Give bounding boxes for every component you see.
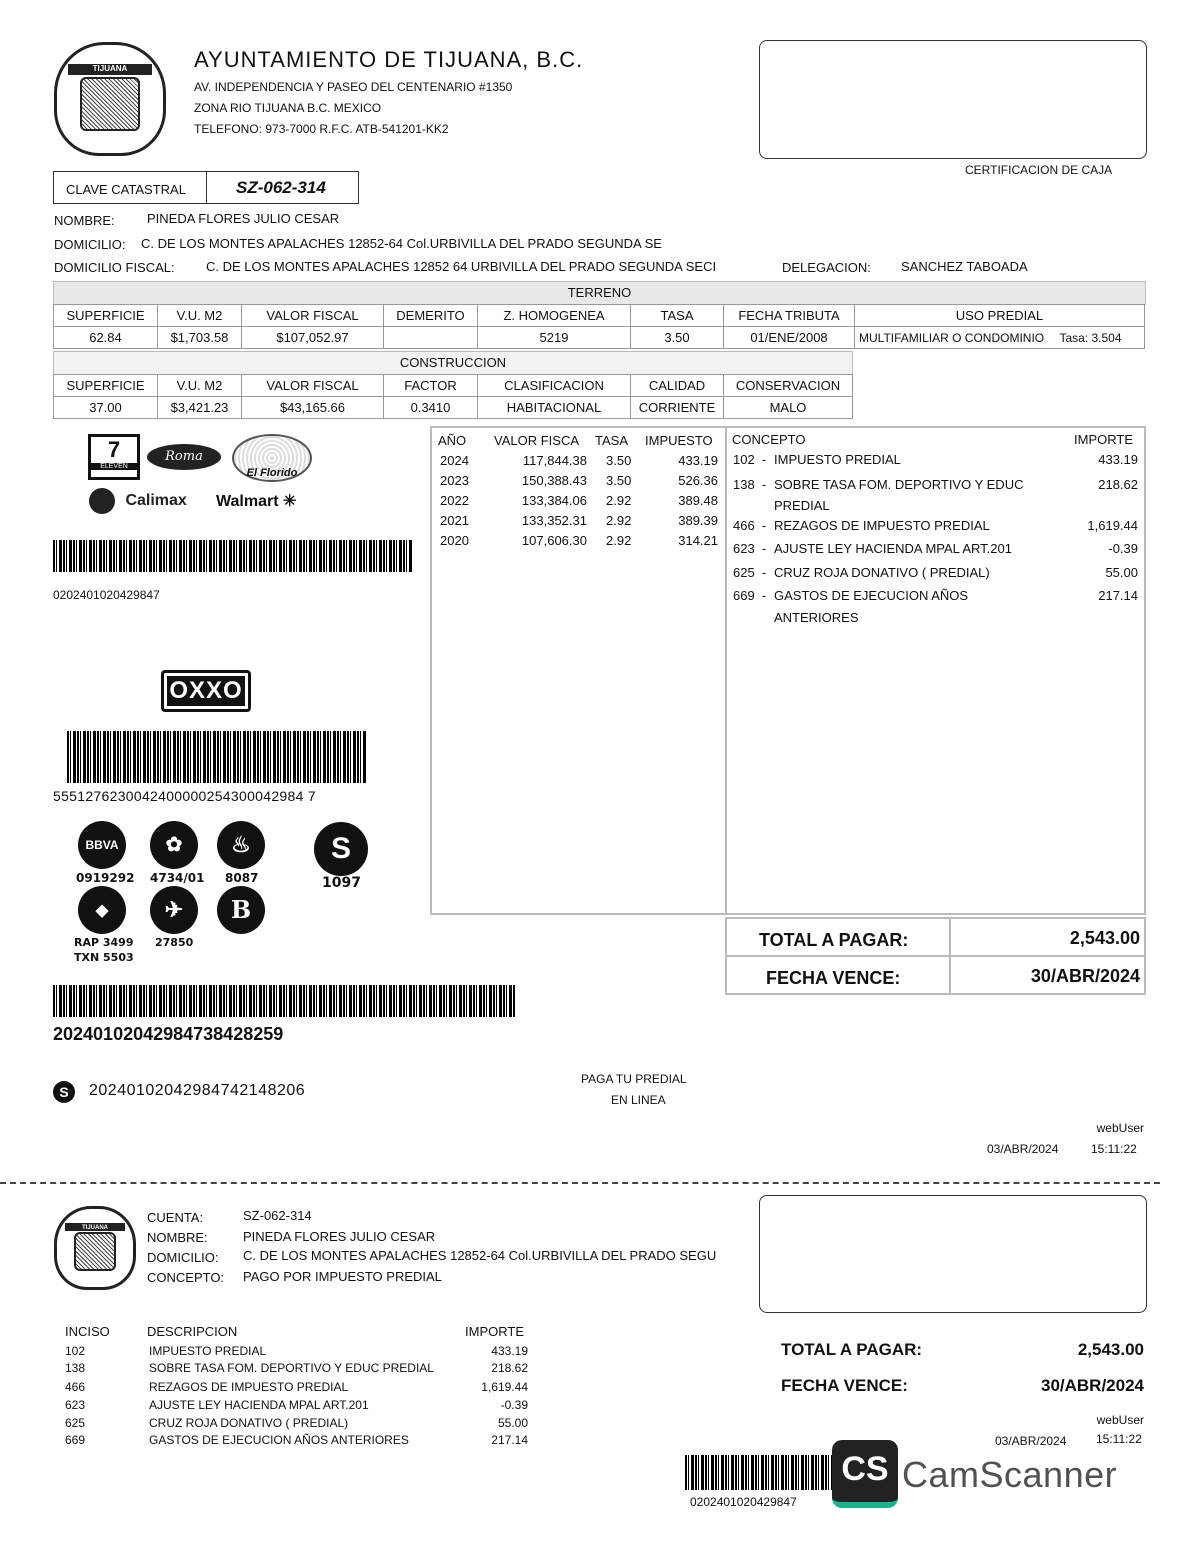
history-year: 2021 bbox=[440, 513, 469, 528]
phone-rfc-line: TELEFONO: 973-7000 R.F.C. ATB-541201-KK2 bbox=[194, 122, 449, 136]
terreno-cell: 5219 bbox=[478, 327, 631, 349]
stub-cuenta-label: CUENTA: bbox=[147, 1210, 204, 1225]
concept-code: 466 bbox=[733, 518, 755, 533]
uso-tasa-value: Tasa: 3.504 bbox=[1059, 330, 1122, 345]
concept-desc: SOBRE TASA FOM. DEPORTIVO Y EDUC bbox=[774, 477, 1024, 492]
history-tax: 389.39 bbox=[678, 513, 718, 528]
cert-label: CERTIFICACION DE CAJA bbox=[965, 163, 1113, 177]
stub-row-amount: 218.62 bbox=[491, 1361, 528, 1375]
santander-code: 8087 bbox=[225, 871, 259, 885]
seal-band-small: TIJUANA bbox=[65, 1223, 126, 1231]
concept-desc: CRUZ ROJA DONATIVO ( PREDIAL) bbox=[774, 565, 990, 580]
construccion-header: CONSERVACION bbox=[724, 375, 853, 397]
walmart-text: Walmart bbox=[216, 493, 279, 510]
concept-amount: -0.39 bbox=[1108, 541, 1138, 556]
scotia-reference: 20240102042984742148206 bbox=[89, 1082, 306, 1099]
history-rate: 2.92 bbox=[606, 533, 632, 548]
stub-row-amount: 55.00 bbox=[497, 1416, 528, 1430]
history-tax: 526.36 bbox=[678, 473, 718, 488]
stub-due-date-label: FECHA VENCE: bbox=[781, 1376, 908, 1395]
address-line-1: AV. INDEPENDENCIA Y PASEO DEL CENTENARIO #1350 bbox=[194, 80, 513, 94]
terreno-section-label: TERRENO bbox=[53, 281, 1146, 305]
construccion-header: SUPERFICIE bbox=[54, 375, 158, 397]
clave-label: CLAVE CATASTRAL bbox=[66, 182, 186, 197]
web-user-label: webUser bbox=[1096, 1121, 1144, 1135]
construccion-cell: HABITACIONAL bbox=[478, 397, 631, 419]
bbva-code: 0919292 bbox=[76, 871, 135, 885]
history-value: 150,388.43 bbox=[521, 473, 587, 488]
scotiabank-logo: S bbox=[314, 822, 368, 876]
construccion-section-label: CONSTRUCCION bbox=[53, 351, 853, 375]
history-value: 133,352.31 bbox=[521, 513, 587, 528]
history-rate: 2.92 bbox=[606, 513, 632, 528]
concept-dash: - bbox=[762, 565, 767, 580]
stub-row-desc: REZAGOS DE IMPUESTO PREDIAL bbox=[149, 1380, 349, 1394]
santander-logo: ♨ bbox=[217, 821, 265, 869]
construccion-cell: CORRIENTE bbox=[631, 397, 724, 419]
calimax-text: Calimax bbox=[125, 492, 187, 509]
total-label: TOTAL A PAGAR: bbox=[759, 930, 909, 950]
concept-dash: - bbox=[762, 518, 767, 533]
banorte-code: 27850 bbox=[155, 936, 194, 949]
seal-shield-small bbox=[74, 1232, 117, 1271]
clave-catastral-box bbox=[53, 171, 359, 204]
terreno-cell: 01/ENE/2008 bbox=[724, 327, 855, 349]
stub-row-inciso: 623 bbox=[65, 1398, 86, 1412]
banamex-logo: ✿ bbox=[150, 821, 198, 869]
stub-concepto-label: CONCEPTO: bbox=[147, 1270, 225, 1285]
barcode-stores-number: 0202401020429847 bbox=[53, 588, 160, 602]
history-rate: 2.92 bbox=[606, 493, 632, 508]
terreno-header: DEMERITO bbox=[384, 305, 478, 327]
history-tax: 314.21 bbox=[678, 533, 718, 548]
nombre-label: NOMBRE: bbox=[54, 213, 115, 228]
concept-code: 102 bbox=[733, 452, 755, 467]
concept-desc: IMPUESTO PREDIAL bbox=[774, 452, 901, 467]
concept-desc: GASTOS DE EJECUCION AÑOS bbox=[774, 588, 969, 603]
stub-row-desc: AJUSTE LEY HACIENDA MPAL ART.201 bbox=[149, 1398, 369, 1412]
stub-certification-box bbox=[759, 1195, 1147, 1313]
history-value: 133,384.06 bbox=[521, 493, 587, 508]
stub-stamp-time: 15:11:22 bbox=[1096, 1432, 1142, 1446]
calimax-icon bbox=[89, 488, 115, 514]
stub-domicilio-value: C. DE LOS MONTES APALACHES 12852-64 Col.URBIVILLA DEL PRADO SEGU bbox=[243, 1248, 717, 1263]
history-rate: 3.50 bbox=[606, 473, 632, 488]
barcode-banks-number: 20240102042984738428259 bbox=[53, 1024, 284, 1044]
stub-stamp-date: 03/ABR/2024 bbox=[995, 1434, 1067, 1448]
history-rate: 3.50 bbox=[606, 453, 632, 468]
construccion-cell: $43,165.66 bbox=[242, 397, 384, 419]
scotia-small-icon: S bbox=[53, 1081, 75, 1103]
municipality-title: AYUNTAMIENTO DE TIJUANA, B.C. bbox=[194, 47, 584, 72]
barcode-banks bbox=[53, 985, 515, 1017]
total-value: 2,543.00 bbox=[1069, 928, 1140, 948]
stub-row-inciso: 138 bbox=[65, 1361, 86, 1375]
domicilio-label: DOMICILIO: bbox=[54, 237, 126, 252]
history-year: 2022 bbox=[440, 493, 469, 508]
terreno-header: V.U. M2 bbox=[158, 305, 242, 327]
stub-cuenta-value: SZ-062-314 bbox=[243, 1208, 312, 1223]
nombre-value: PINEDA FLORES JULIO CESAR bbox=[147, 211, 340, 226]
totals-hdivider bbox=[727, 955, 1144, 957]
hsbc-code: RAP 3499 bbox=[74, 936, 134, 949]
concepts-importe-header: IMPORTE bbox=[1074, 432, 1133, 447]
concept-dash: - bbox=[762, 477, 767, 492]
concept-dash: - bbox=[762, 452, 767, 467]
scotiabank-code: 1097 bbox=[322, 875, 361, 891]
walmart-logo bbox=[216, 491, 296, 511]
pay-online-line2: EN LINEA bbox=[611, 1093, 666, 1107]
history-year: 2020 bbox=[440, 533, 469, 548]
roma-logo: Roma bbox=[147, 444, 221, 470]
pay-online-line1: PAGA TU PREDIAL bbox=[581, 1072, 687, 1086]
oxxo-text: OXXO bbox=[167, 676, 245, 706]
stub-row-inciso: 102 bbox=[65, 1344, 86, 1358]
tijuana-seal-logo-small bbox=[54, 1206, 136, 1290]
stub-total-label: TOTAL A PAGAR: bbox=[781, 1340, 923, 1359]
banorte-logo: ✈ bbox=[150, 886, 198, 934]
construccion-cell: $3,421.23 bbox=[158, 397, 242, 419]
terreno-header: FECHA TRIBUTA bbox=[724, 305, 855, 327]
banamex-code: 4734/01 bbox=[150, 871, 205, 885]
calimax-logo bbox=[89, 488, 187, 514]
seal-band: TIJUANA bbox=[68, 64, 153, 75]
stub-header-inciso: INCISO bbox=[65, 1324, 110, 1339]
cash-certification-box bbox=[759, 40, 1147, 159]
history-header-year: AÑO bbox=[438, 433, 467, 448]
concept-code: 625 bbox=[733, 565, 755, 580]
history-value: 117,844.38 bbox=[522, 453, 587, 468]
seven-eleven-logo bbox=[88, 434, 140, 480]
hsbc-txn: TXN 5503 bbox=[74, 951, 134, 964]
stub-row-inciso: 625 bbox=[65, 1416, 86, 1430]
stub-row-desc: SOBRE TASA FOM. DEPORTIVO Y EDUC PREDIAL bbox=[149, 1361, 434, 1375]
fiscal-label: DOMICILIO FISCAL: bbox=[54, 260, 175, 275]
uso-predial-value: MULTIFAMILIAR O CONDOMINIO bbox=[859, 330, 1045, 345]
terreno-cell bbox=[384, 327, 478, 349]
stamp-date: 03/ABR/2024 bbox=[987, 1142, 1059, 1156]
stub-concepto-value: PAGO POR IMPUESTO PREDIAL bbox=[243, 1269, 442, 1284]
history-year: 2023 bbox=[440, 473, 469, 488]
terreno-cell: $1,703.58 bbox=[158, 327, 242, 349]
domicilio-value: C. DE LOS MONTES APALACHES 12852-64 Col.URBIVILLA DEL PRADO SEGUNDA SE bbox=[141, 236, 662, 251]
tijuana-seal-logo bbox=[54, 42, 166, 156]
history-header-rate: TASA bbox=[595, 433, 628, 448]
concept-desc-continued: ANTERIORES bbox=[774, 610, 859, 625]
stub-row-inciso: 466 bbox=[65, 1380, 86, 1394]
concept-amount: 217.14 bbox=[1098, 588, 1138, 603]
terreno-header: USO PREDIAL bbox=[855, 305, 1145, 327]
stub-row-amount: 217.14 bbox=[491, 1433, 528, 1447]
concept-dash: - bbox=[762, 588, 767, 603]
concept-desc-continued: PREDIAL bbox=[774, 498, 830, 513]
stub-web-user: webUser bbox=[1096, 1413, 1144, 1427]
clave-value: SZ-062-314 bbox=[236, 178, 326, 197]
concept-amount: 55.00 bbox=[1105, 565, 1138, 580]
construccion-header: FACTOR bbox=[384, 375, 478, 397]
barcode-oxxo bbox=[67, 731, 367, 783]
stub-header-descripcion: DESCRIPCION bbox=[147, 1324, 238, 1339]
construccion-header: CLASIFICACION bbox=[478, 375, 631, 397]
hsbc-logo: ⬥ bbox=[78, 886, 126, 934]
camscanner-logo-icon: CS bbox=[832, 1440, 898, 1508]
concept-amount: 1,619.44 bbox=[1087, 518, 1138, 533]
construccion-cell: 0.3410 bbox=[384, 397, 478, 419]
clave-divider bbox=[206, 172, 207, 203]
oxxo-logo bbox=[161, 670, 251, 712]
delegacion-value: SANCHEZ TABOADA bbox=[901, 259, 1028, 274]
construccion-cell: MALO bbox=[724, 397, 853, 419]
barcode-stores bbox=[53, 540, 413, 572]
el-florido-logo: El Florido bbox=[232, 434, 312, 482]
totals-box bbox=[725, 917, 1146, 995]
seal-shield bbox=[80, 77, 139, 131]
terreno-cell: 62.84 bbox=[54, 327, 158, 349]
seven-eleven-number: 7 bbox=[107, 437, 121, 462]
terreno-header: VALOR FISCAL bbox=[242, 305, 384, 327]
stub-row-amount: 1,619.44 bbox=[481, 1380, 528, 1394]
terreno-table bbox=[53, 304, 1145, 349]
stub-nombre-label: NOMBRE: bbox=[147, 1230, 208, 1245]
history-tax: 389.48 bbox=[678, 493, 718, 508]
seven-eleven-sub: ELEVEN bbox=[91, 463, 137, 470]
stub-total-value: 2,543.00 bbox=[1077, 1340, 1144, 1359]
concepts-header: CONCEPTO bbox=[732, 432, 806, 447]
delegacion-label: DELEGACION: bbox=[782, 260, 871, 275]
concept-amount: 433.19 bbox=[1098, 452, 1138, 467]
concept-dash: - bbox=[762, 541, 767, 556]
stub-row-desc: GASTOS DE EJECUCION AÑOS ANTERIORES bbox=[149, 1433, 409, 1447]
concept-code: 623 bbox=[733, 541, 755, 556]
concept-desc: REZAGOS DE IMPUESTO PREDIAL bbox=[774, 518, 990, 533]
due-date-label: FECHA VENCE: bbox=[766, 968, 901, 988]
due-date-value: 30/ABR/2024 bbox=[1030, 966, 1140, 986]
fiscal-value: C. DE LOS MONTES APALACHES 12852 64 URBIVILLA DEL PRADO SEGUNDA SECI bbox=[206, 259, 717, 274]
construccion-cell: 37.00 bbox=[54, 397, 158, 419]
stub-barcode-number: 0202401020429847 bbox=[690, 1495, 797, 1509]
history-header-tax: IMPUESTO bbox=[645, 433, 713, 448]
terreno-header: Z. HOMOGENEA bbox=[478, 305, 631, 327]
construccion-header: V.U. M2 bbox=[158, 375, 242, 397]
camscanner-text: CamScanner bbox=[902, 1454, 1118, 1495]
construccion-table bbox=[53, 374, 853, 419]
stub-header-importe: IMPORTE bbox=[465, 1324, 524, 1339]
stub-row-desc: CRUZ ROJA DONATIVO ( PREDIAL) bbox=[149, 1416, 349, 1430]
bbva-logo: BBVA bbox=[78, 821, 126, 869]
construccion-header: CALIDAD bbox=[631, 375, 724, 397]
barcode-oxxo-number: 5551276230042400000254300042984 7 bbox=[53, 788, 316, 804]
stub-row-amount: 433.19 bbox=[491, 1344, 528, 1358]
concept-desc: AJUSTE LEY HACIENDA MPAL ART.201 bbox=[774, 541, 1012, 556]
walmart-spark-icon: ✳ bbox=[282, 493, 297, 510]
stub-domicilio-label: DOMICILIO: bbox=[147, 1250, 219, 1265]
banbajio-logo: B bbox=[217, 886, 265, 934]
construccion-header: VALOR FISCAL bbox=[242, 375, 384, 397]
stub-row-desc: IMPUESTO PREDIAL bbox=[149, 1344, 267, 1358]
terreno-header: TASA bbox=[631, 305, 724, 327]
history-value: 107,606.30 bbox=[521, 533, 587, 548]
history-header-value: VALOR FISCA bbox=[494, 433, 580, 448]
address-line-2: ZONA RIO TIJUANA B.C. MEXICO bbox=[194, 101, 382, 115]
stub-barcode bbox=[685, 1455, 840, 1490]
stub-nombre-value: PINEDA FLORES JULIO CESAR bbox=[243, 1229, 436, 1244]
concept-code: 669 bbox=[733, 588, 755, 603]
stub-due-date-value: 30/ABR/2024 bbox=[1040, 1376, 1144, 1395]
concept-code: 138 bbox=[733, 477, 755, 492]
stub-row-inciso: 669 bbox=[65, 1433, 86, 1447]
uso-predial-cell bbox=[855, 327, 1145, 349]
terreno-cell: $107,052.97 bbox=[242, 327, 384, 349]
terreno-cell: 3.50 bbox=[631, 327, 724, 349]
stamp-time: 15:11:22 bbox=[1091, 1142, 1137, 1156]
stub-row-amount: -0.39 bbox=[500, 1398, 528, 1412]
history-tax: 433.19 bbox=[678, 453, 718, 468]
history-year: 2024 bbox=[440, 453, 469, 468]
terreno-header: SUPERFICIE bbox=[54, 305, 158, 327]
cut-line bbox=[0, 1182, 1160, 1184]
concept-amount: 218.62 bbox=[1098, 477, 1138, 492]
